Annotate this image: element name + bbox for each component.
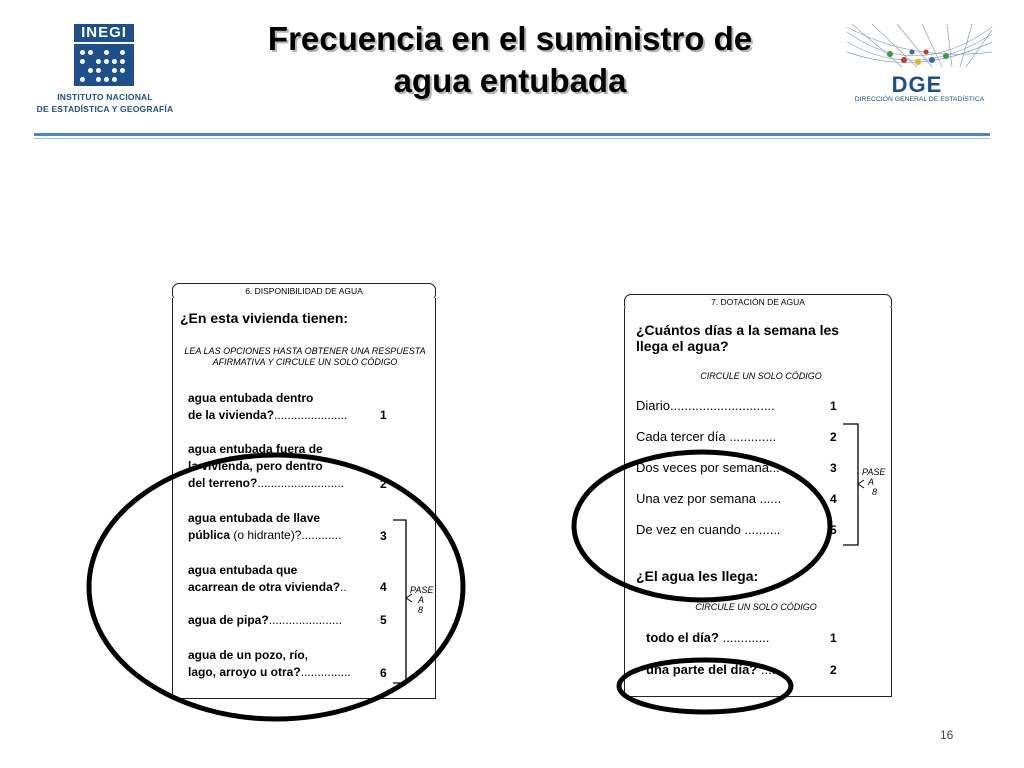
left-option-5-code: 5 bbox=[380, 613, 387, 627]
leader-dots: ...... bbox=[759, 491, 782, 506]
left-option-4-line2: acarrean de otra vivienda? bbox=[188, 580, 341, 594]
right-option2-2-code: 2 bbox=[830, 663, 837, 677]
leader-dots: ............... bbox=[300, 665, 351, 679]
left-option-3-code: 3 bbox=[380, 529, 387, 543]
right-form-instruction-2: CIRCULE UN SOLO CÓDIGO bbox=[695, 602, 817, 612]
left-option-1-line1: agua entubada dentro bbox=[188, 391, 314, 405]
right-option-4-label: Una vez por semana bbox=[636, 491, 756, 506]
leader-dots: ... bbox=[768, 460, 780, 475]
right-option-1-label: Diario bbox=[636, 398, 670, 413]
left-option-6-line1: agua de un pozo, río, bbox=[188, 648, 308, 662]
left-form-instruction-line1: LEA LAS OPCIONES HASTA OBTENER UNA RESPUESTA bbox=[184, 346, 426, 356]
left-option-1-line2: de la vivienda? bbox=[188, 408, 275, 422]
right-form-question-line1: ¿Cuántos días a la semana les bbox=[636, 322, 840, 338]
right-option2-2-label: una parte del día? bbox=[646, 662, 758, 677]
right-option2-1-label: todo el día? bbox=[646, 630, 719, 645]
left-hand-drawn-circle bbox=[89, 455, 463, 719]
right-form-question-line2: llega el agua? bbox=[636, 338, 729, 354]
right-hand-drawn-circle bbox=[574, 452, 830, 600]
left-option-1-code: 1 bbox=[380, 408, 387, 422]
right-option-1-code: 1 bbox=[830, 399, 837, 413]
leader-dots: .......... bbox=[744, 522, 781, 537]
left-option-2-line1: agua entubada fuera de bbox=[188, 442, 323, 456]
left-form-question: ¿En esta vivienda tienen: bbox=[180, 310, 349, 326]
left-option-2-line2: la vivienda, pero dentro bbox=[188, 459, 323, 473]
left-option-2-line3: del terreno? bbox=[188, 476, 258, 490]
leader-dots: .... bbox=[760, 662, 776, 677]
title-line-2: agua entubada bbox=[393, 62, 627, 99]
left-bracket bbox=[393, 520, 406, 683]
pase-a: A bbox=[868, 477, 875, 487]
inegi-acronym: INEGI bbox=[74, 24, 134, 42]
right-option-2-label: Cada tercer día bbox=[636, 429, 726, 444]
leader-dots: ............. bbox=[729, 429, 777, 444]
pase-number: 8 bbox=[418, 605, 424, 615]
inegi-name-line1: INSTITUTO NACIONAL bbox=[57, 92, 153, 102]
leader-dots: .. bbox=[340, 580, 347, 594]
right-option-5-code: 5 bbox=[830, 523, 837, 537]
left-option-4-code: 4 bbox=[380, 580, 387, 594]
right-form-tag: 7. DOTACIÓN DE AGUA bbox=[624, 294, 892, 312]
right-option-2-code: 2 bbox=[830, 430, 837, 444]
left-bracket-arrow bbox=[406, 594, 412, 602]
right-bracket-arrow bbox=[858, 480, 864, 488]
leader-dots: ............................. bbox=[669, 398, 775, 413]
pase-number: 8 bbox=[872, 487, 878, 497]
leader-dots: ............. bbox=[722, 630, 770, 645]
right-option-3-label: Dos veces por semana bbox=[636, 460, 769, 475]
small-hand-drawn-circle bbox=[619, 660, 791, 712]
page-number: 16 bbox=[940, 728, 954, 742]
dge-acronym: DGE bbox=[891, 72, 943, 97]
pase-a: A bbox=[418, 595, 425, 605]
left-option-6-line2: lago, arroyo u otra? bbox=[188, 665, 301, 679]
left-option-3-line2: pública bbox=[188, 528, 231, 542]
leader-dots: ...................... bbox=[268, 613, 343, 627]
right-bracket bbox=[843, 424, 858, 545]
leader-dots: ...................... bbox=[274, 408, 348, 422]
left-option-4-line1: agua entubada que bbox=[188, 563, 298, 577]
left-form-instruction-line2: AFIRMATIVA Y CIRCULE UN SOLO CÓDIGO bbox=[212, 357, 398, 367]
right-option-4-code: 4 bbox=[830, 492, 837, 506]
leader-dots: .......................... bbox=[257, 476, 345, 490]
right-form-question-2: ¿El agua les llega: bbox=[636, 568, 759, 584]
leader-dots: ............ bbox=[301, 528, 342, 542]
left-option-6-code: 6 bbox=[380, 666, 387, 680]
left-option-3-line1: agua entubada de llave bbox=[188, 511, 321, 525]
left-option-5-line1: agua de pipa? bbox=[188, 613, 269, 627]
right-option-3-code: 3 bbox=[830, 461, 837, 475]
left-option-3-hydrant: (o hidrante)? bbox=[233, 528, 302, 542]
inegi-name-line2: DE ESTADÍSTICA Y GEOGRAFÍA bbox=[36, 104, 174, 114]
pase-word: PASE bbox=[410, 585, 434, 595]
right-form-instruction: CIRCULE UN SOLO CÓDIGO bbox=[700, 371, 822, 381]
left-form-tag: 6. DISPONIBILIDAD DE AGUA bbox=[172, 283, 436, 301]
right-option-5-label: De vez en cuando bbox=[636, 522, 741, 537]
left-option-2-code: 2 bbox=[380, 477, 387, 491]
dge-full-name: DIRECCIÓN GENERAL DE ESTADÍSTICA bbox=[854, 96, 985, 103]
pase-word: PASE bbox=[862, 467, 886, 477]
right-option2-1-code: 1 bbox=[830, 631, 837, 645]
title-line-1: Frecuencia en el suministro de bbox=[267, 20, 753, 57]
